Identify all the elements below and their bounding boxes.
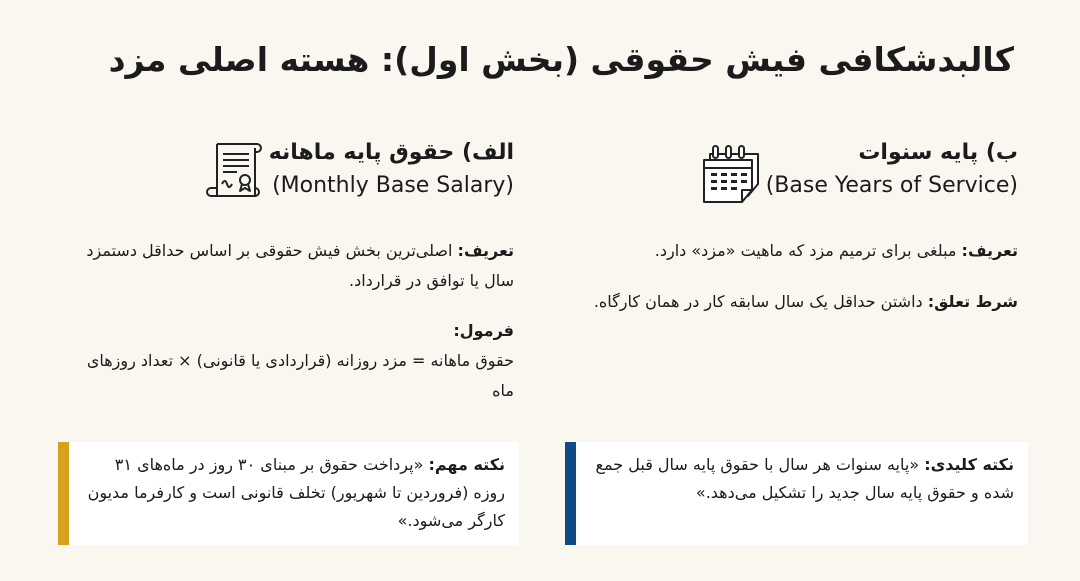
- condition-label: شرط تعلق:: [927, 292, 1018, 311]
- base-years-definition: [548, 236, 1018, 266]
- monthly-salary-formula: [64, 316, 514, 406]
- condition-text: داشتن حداقل یک سال سابقه کار در همان کارگاه.: [593, 292, 928, 311]
- base-years-title-fa: ب) پایه سنوات: [858, 140, 1018, 165]
- note-label: نکته مهم:: [428, 455, 505, 474]
- base-years-condition: [548, 287, 1018, 317]
- monthly-salary-title-en: (Monthly Base Salary): [272, 173, 514, 198]
- note-text: «پایه سنوات هر سال با حقوق پایه سال قبل جمع شده و حقوق پایه سال جدید را تشکیل می‌دهد.»: [595, 455, 1014, 502]
- definition-text: اصلی‌ترین بخش فیش حقوقی بر اساس حداقل دستمزد سال یا توافق در قرارداد.: [86, 241, 514, 290]
- formula-text: حقوق ماهانه = مزد روزانه (قراردادی یا قانونی) × تعداد روزهای ماه: [86, 351, 514, 400]
- monthly-salary-heading: [189, 138, 514, 204]
- note-text: «پرداخت حقوق بر مبنای ۳۰ روز در ماه‌های ۳۱ روزه (فروردین تا شهریور) تخلف قانونی است و کارفرما مدیون کارگر می‌شود.»: [87, 455, 505, 530]
- base-years-title-en: (Base Years of Service): [765, 173, 1018, 198]
- monthly-salary-important-note: [58, 442, 519, 545]
- page-title: کالبدشکافی فیش حقوقی (بخش اول): هسته اصلی مزد: [108, 40, 1014, 79]
- document-certificate-icon: [203, 138, 269, 204]
- formula-label: فرمول:: [453, 321, 514, 340]
- definition-text: مبلغی برای ترمیم مزد که ماهیت «مزد» دارد.: [654, 241, 962, 260]
- base-years-heading: [686, 138, 1018, 204]
- definition-label: تعریف:: [961, 241, 1018, 260]
- note-label: نکته کلیدی:: [924, 455, 1014, 474]
- definition-label: تعریف:: [457, 241, 514, 260]
- monthly-salary-definition: [54, 236, 514, 296]
- base-years-key-note: [565, 442, 1028, 545]
- calendar-icon: [700, 138, 766, 204]
- monthly-salary-title-fa: الف) حقوق پایه ماهانه: [268, 140, 514, 165]
